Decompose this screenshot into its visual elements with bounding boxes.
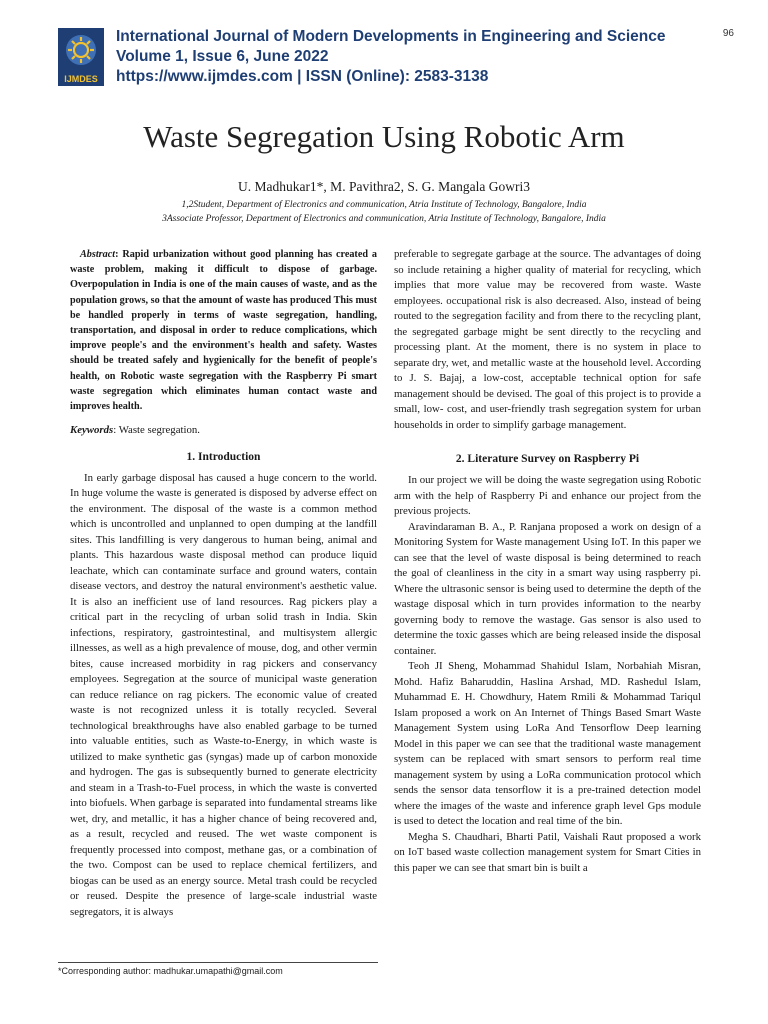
literature-paragraph: Aravindaraman B. A., P. Ranjana proposed a work on design of a Monitoring System for Waste management Using IoT. In this paper we can see that the level of waste disposal is being determined to reach the goal of cleanliness in the city in a smart way using raspberry pi. Where the ultrasonic sensor is being used to determine the depth of the wastage disposal which in turn provides information to the nearby governing body to remove the wastage. Gas sensor is also used to determine the toxic gasses which are being released inside the disposal container. (394, 520, 701, 657)
journal-logo-icon (58, 28, 104, 86)
corresponding-author-footnote: *Corresponding author: madhukar.umapathi@gmail.com (58, 962, 378, 976)
page-number: 96 (722, 28, 734, 39)
keywords-text: : Waste segregation. (113, 424, 200, 437)
introduction-continuation: preferable to segregate garbage at the source. The advantages of doing so include retaining a higher quality of material for recycling, which implies that more value may be recovered from waste. Waste employees. occupational risk is also decreased. Also, instead of being routed to the segregation facility and from there to the recycling plant, the segregated garbage might be sent directly to the recycling and processing plant. At the moment, there is no system in place to separate dry, wet, and metallic waste at the household level. According to J. S. Bajaj, a low-cost, acceptable technical option for safe management should be devised. The goal of this project is to provide a small, low- cost, and user-friendly trash segregation system for urban households in order to simplify garbage management. (394, 248, 701, 431)
volume-issue: Volume 1, Issue 6, June 2022 (116, 48, 329, 65)
abstract-text: : Rapid urbanization without good planning has created a waste problem, making it difficult to dispose of garbage. Overpopulation in India is one of the main causes of waste, and as the population grows, so that the amount of waste has produced This must be handled properly in terms of waste segregation, handling, transportation, and disposal in order to reduce complications, which improve people's and the environment's health and safety. Wastes should be treated safely and hygienically for the benefit of people's health, on Robotic waste segregation with the Raspberry Pi smart waste segregation which eliminates human contact waste and improves health. (70, 249, 377, 413)
literature-paragraph: Teoh JI Sheng, Mohammad Shahidul Islam, Norbahiah Misran, Mohd. Hafiz Baharuddin, Haslina Arshad, MD. Rashedul Islam, Muhammad E. H. Chowdhury, Hatem Rmili & Mohammad Tariqul Islam proposed a work on An Internet of Things Based Smart Waste Management System using LoRa And Tensorflow Deep learning Model in this paper we can see that the traditional waste management system can be replaced with smart sensors to perform real time management system by using a LoRa communication protocol which sends the sensor data tensorflow it is a pre-trained detection model where the images of the waste and inference graph level Gps module is used to detect the location and real time of the bin. (394, 660, 701, 827)
abstract (70, 247, 377, 414)
right-column (394, 247, 701, 876)
affiliation-2: 3Associate Professor, Department of Electronics and communication, Atria Institute of Technology, Bangalore, India (162, 214, 606, 224)
section-heading-introduction: 1. Introduction (186, 450, 261, 463)
introduction-paragraph: In early garbage disposal has caused a huge concern to the world. In huge volume the waste is generated is disposed by adverse effect on the environment. The disposal of the waste is a common method which is uncontrolled and unplanned to open dumping at the landfill sites. This landfilling is very dangerous to human being, animal and plants. This hazardous waste disposal method can produce liquid leachate, which can contaminate surface and ground waters, contain disease vectors, and destroy the natural environment's aesthetic value. It is also an inefficient use of land resources. Rag pickers play a critical part in the recycling of urban solid trash in India. Skin infections, respiratory, gastrointestinal, and multisystem allergic illnesses, as well as a high prevalence of mouse, dog, and other vermin bites, cause increased morbidity in rag pickers and conservancy employees. Segregation at the source of municipal waste generation can reduce reliance on rag pickers. The economic value of created waste is not recognized unless it is totally recycled. Several technological breakthroughs have also enabled garbage to be turned into valuable entities, such as Waste-to-Energy, in which waste is utilized to make synthetic gas (syngas) made up of carbon monoxide and hydrogen. The gas is subsequently burned to generate electricity and steam in a Trash-to-Fuel process, in which the waste is converted into biofuels. When garbage is separated into fundamental streams like wet, dry, and metallic, it has a higher chance of being recovered and, as a result, recycled and reused. The wet waste component is frequently processed into compost, methane gas, or a combination of the two. Compost can be used to replace chemical fertilizers, and biogas can be used as an energy source. Metal trash could be recycled or reused. Despite the presence of large-scale industrial waste segregators, it is always (70, 471, 377, 918)
paper-title: Waste Segregation Using Robotic Arm (143, 119, 625, 154)
literature-paragraph: Megha S. Chaudhari, Bharti Patil, Vaishali Raut proposed a work on IoT based waste collection management system for Smart Cities in this paper we can see that smart bin is built a (394, 830, 701, 874)
svg-text:IJMDES: IJMDES (64, 74, 98, 84)
paper-authors: U. Madhukar1*, M. Pavithra2, S. G. Mangala Gowri3 (237, 179, 531, 194)
affiliation-1: 1,2Student, Department of Electronics and communication, Atria Institute of Technology, Bangalore, India (181, 200, 587, 210)
keywords (70, 423, 377, 439)
journal-info (116, 27, 716, 87)
journal-name: International Journal of Modern Developments in Engineering and Science (116, 28, 666, 45)
left-column (70, 247, 377, 920)
abstract-label: Abstract (80, 249, 116, 260)
section-heading-literature-survey: 2. Literature Survey on Raspberry Pi (455, 453, 640, 465)
keywords-label: Keywords (70, 424, 114, 437)
literature-paragraph: In our project we will be doing the waste segregation using Robotic arm with the help of Raspberry Pi and enhance our project from the previous projects. (394, 474, 701, 517)
journal-url-issn: https://www.ijmdes.com | ISSN (Online): 2583-3138 (116, 68, 489, 85)
journal-header (58, 26, 738, 88)
